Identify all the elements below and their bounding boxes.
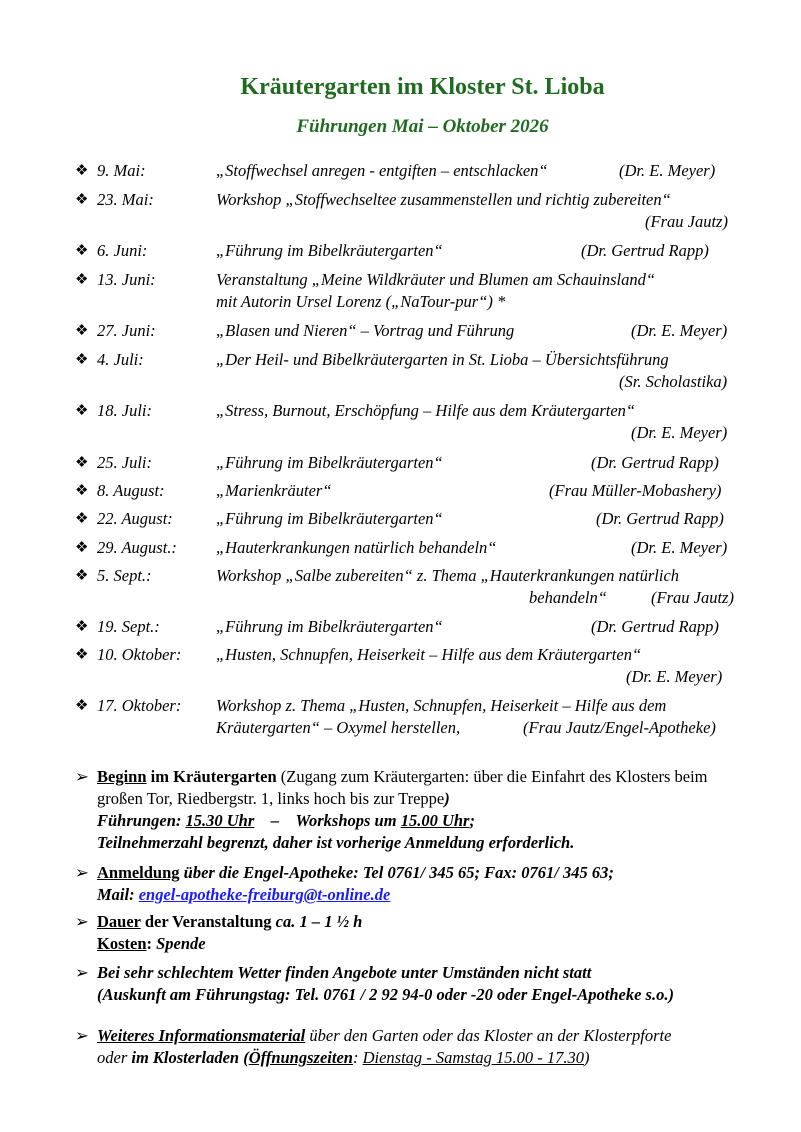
event-desc: „Stress, Burnout, Erschöpfung – Hilfe aus dem Kräutergarten“ <box>216 401 636 420</box>
wetter-line1: Bei sehr schlechtem Wetter finden Angebote unter Umständen nicht statt <box>97 963 592 982</box>
event-desc: Workshop „Salbe zubereiten“ z. Thema „Hauterkrankungen natürlich <box>216 566 680 585</box>
event-date: 4. Juli: <box>97 350 144 369</box>
dauer-value: ca. 1 – 1 ½ h <box>271 912 363 931</box>
event-date: 19. Sept.: <box>97 617 160 636</box>
diamond-four-icon: ❖ <box>75 243 89 259</box>
event-date: 29. August.: <box>97 538 177 557</box>
event-desc: „Marienkräuter“ <box>216 481 332 500</box>
zeiten-value: Dienstag - Samstag 15.00 - 17.30 <box>362 1048 584 1067</box>
diamond-four-icon: ❖ <box>75 540 89 556</box>
arrowhead-icon: ➢ <box>75 1026 89 1045</box>
wetter-line2: (Auskunft am Führungstag: Tel. 0761 / 2 92 94-0 oder -20 oder Engel-Apotheke s.o.) <box>97 985 674 1004</box>
fuehrungen-label: Führungen <box>97 811 176 830</box>
beginn-access: (Zugang zum Kräutergarten: über die Einfahrt des Klosters beim <box>276 767 708 786</box>
diamond-four-icon: ❖ <box>75 511 89 527</box>
workshops-label: Workshops um <box>295 811 397 830</box>
page-subtitle: Führungen Mai – Oktober 2026 <box>296 116 549 137</box>
event-presenter: (Dr. Gertrud Rapp) <box>581 241 709 260</box>
event-desc: Workshop z. Thema „Husten, Schnupfen, Heiserkeit – Hilfe aus dem <box>216 696 667 715</box>
dash: – <box>270 811 280 830</box>
event-presenter: (Dr. E. Meyer) <box>626 667 723 686</box>
klosterladen: im Klosterladen ( <box>127 1048 249 1067</box>
event-date: 23. Mai: <box>97 190 154 209</box>
event-desc: Workshop „Stoffwechseltee zusammenstellen und richtig zubereiten“ <box>216 190 671 209</box>
beginn-access-line2: großen Tor, Riedbergstr. 1, links hoch bis zur Treppe <box>97 789 445 808</box>
mail-link[interactable]: engel-apotheke-freiburg@t-online.de <box>138 885 391 904</box>
event-desc: „Der Heil- und Bibelkräutergarten in St. Lioba – Übersichtsführung <box>216 350 669 369</box>
arrowhead-icon: ➢ <box>75 863 89 882</box>
kosten-value: Spende <box>152 934 206 953</box>
event-desc: „Führung im Bibelkräutergarten“ <box>216 241 443 260</box>
page-title: Kräutergarten im Kloster St. Lioba <box>240 74 605 100</box>
info-anmeldung-body <box>97 862 614 906</box>
event-presenter: (Dr. E. Meyer) <box>631 423 728 442</box>
event-presenter: (Dr. E. Meyer) <box>631 321 728 340</box>
anmeldung-label: Anmeldung <box>97 863 180 882</box>
info-beginn-body: Beginn im Kräutergarten (Zugang zum Kräutergarten: über die Einfahrt des Klosters beim großen Tor, Riedbergstr. 1, links hoch bis zur Treppe) Führungen: 15.30 Uhr – Workshops um 15.00 Uhr; Teilnehmerzahl begrenzt, daher ist vorherige Anmeldung erforderlich. <box>97 767 708 852</box>
event-desc: „Führung im Bibelkräutergarten“ <box>216 509 443 528</box>
event-date: 10. Oktober: <box>97 645 182 664</box>
zeiten-close: ) <box>583 1048 590 1067</box>
event-date: 13. Juni: <box>97 270 156 289</box>
event-date: 5. Sept.: <box>97 566 152 585</box>
event-desc: „Blasen und Nieren“ – Vortrag und Führung <box>216 321 515 340</box>
kosten-colon: : <box>146 934 152 953</box>
weiteres-text: über den Garten oder das Kloster an der Klosterpforte <box>305 1026 672 1045</box>
event-desc: Veranstaltung „Meine Wildkräuter und Blumen am Schauinsland“ <box>216 270 656 289</box>
mail-label: Mail: <box>97 885 139 904</box>
diamond-four-icon: ❖ <box>75 483 89 499</box>
beginn-close: ) <box>444 789 450 808</box>
event-date: 27. Juni: <box>97 321 156 340</box>
kosten-label: Kosten <box>97 934 147 953</box>
fuehrungen-time: 15.30 Uhr <box>185 811 255 830</box>
zeiten-label: Öffnungszeiten <box>248 1048 353 1067</box>
event-desc: „Stoffwechsel anregen - entgiften – entschlacken“ <box>216 161 548 180</box>
event-presenter: (Dr. Gertrud Rapp) <box>596 509 724 528</box>
event-desc: „Hauterkrankungen natürlich behandeln“ <box>216 538 497 557</box>
diamond-four-icon: ❖ <box>75 455 89 471</box>
diamond-four-icon: ❖ <box>75 163 89 179</box>
event-presenter: (Frau Jautz) <box>651 588 734 607</box>
event-desc: „Führung im Bibelkräutergarten“ <box>216 453 443 472</box>
arrowhead-icon: ➢ <box>75 963 89 982</box>
event-presenter: (Sr. Scholastika) <box>619 372 728 391</box>
info-weiteres-body <box>97 1025 671 1069</box>
event-date: 18. Juli: <box>97 401 152 420</box>
diamond-four-icon: ❖ <box>75 323 89 339</box>
beginn-location: im Kräutergarten <box>146 767 277 786</box>
diamond-four-icon: ❖ <box>75 352 89 368</box>
event-presenter: (Dr. E. Meyer) <box>631 538 728 557</box>
event-desc: „Husten, Schnupfen, Heiserkeit – Hilfe aus dem Kräutergarten“ <box>216 645 642 664</box>
event-date: 17. Oktober: <box>97 696 182 715</box>
arrowhead-icon: ➢ <box>75 912 89 931</box>
info-wetter-body <box>97 962 674 1006</box>
anmeldung-text: über die Engel-Apotheke: Tel 0761/ 345 65; Fax: 0761/ 345 63; <box>179 863 614 882</box>
arrowhead-icon: ➢ <box>75 767 89 786</box>
teilnehmer-note: Teilnehmerzahl begrenzt, daher ist vorherige Anmeldung erforderlich. <box>97 833 575 852</box>
event-date: 6. Juni: <box>97 241 148 260</box>
diamond-four-icon: ❖ <box>75 647 89 663</box>
event-presenter: (Frau Müller-Mobashery) <box>549 481 722 500</box>
event-desc: „Führung im Bibelkräutergarten“ <box>216 617 443 636</box>
diamond-four-icon: ❖ <box>75 192 89 208</box>
weiteres-oder: oder <box>97 1048 128 1067</box>
diamond-four-icon: ❖ <box>75 568 89 584</box>
event-date: 9. Mai: <box>97 161 146 180</box>
event-date: 25. Juli: <box>97 453 152 472</box>
event-desc-line2: mit Autorin Ursel Lorenz („NaTour-pur“) * <box>216 292 506 311</box>
diamond-four-icon: ❖ <box>75 619 89 635</box>
event-presenter: (Frau Jautz) <box>645 212 728 231</box>
info-dauer-body <box>97 911 362 955</box>
dauer-label: Dauer <box>97 912 141 931</box>
event-presenter: (Dr. Gertrud Rapp) <box>591 617 719 636</box>
event-presenter: (Dr. E. Meyer) <box>619 161 716 180</box>
dauer-text: der Veranstaltung <box>140 912 272 931</box>
event-date: 22. August: <box>97 509 173 528</box>
event-desc-line2: Kräutergarten“ – Oxymel herstellen, <box>216 718 461 737</box>
diamond-four-icon: ❖ <box>75 698 89 714</box>
workshops-time: 15.00 Uhr <box>400 811 470 830</box>
beginn-label: Beginn <box>97 767 147 786</box>
event-desc-line2: behandeln“ <box>529 588 607 607</box>
event-presenter: (Frau Jautz/Engel-Apotheke) <box>523 718 716 737</box>
semicolon: ; <box>469 811 475 830</box>
zeiten-colon: : <box>352 1048 359 1067</box>
event-date: 8. August: <box>97 481 165 500</box>
event-presenter: (Dr. Gertrud Rapp) <box>591 453 719 472</box>
diamond-four-icon: ❖ <box>75 272 89 288</box>
diamond-four-icon: ❖ <box>75 403 89 419</box>
weiteres-label: Weiteres Informationsmaterial <box>97 1026 306 1045</box>
